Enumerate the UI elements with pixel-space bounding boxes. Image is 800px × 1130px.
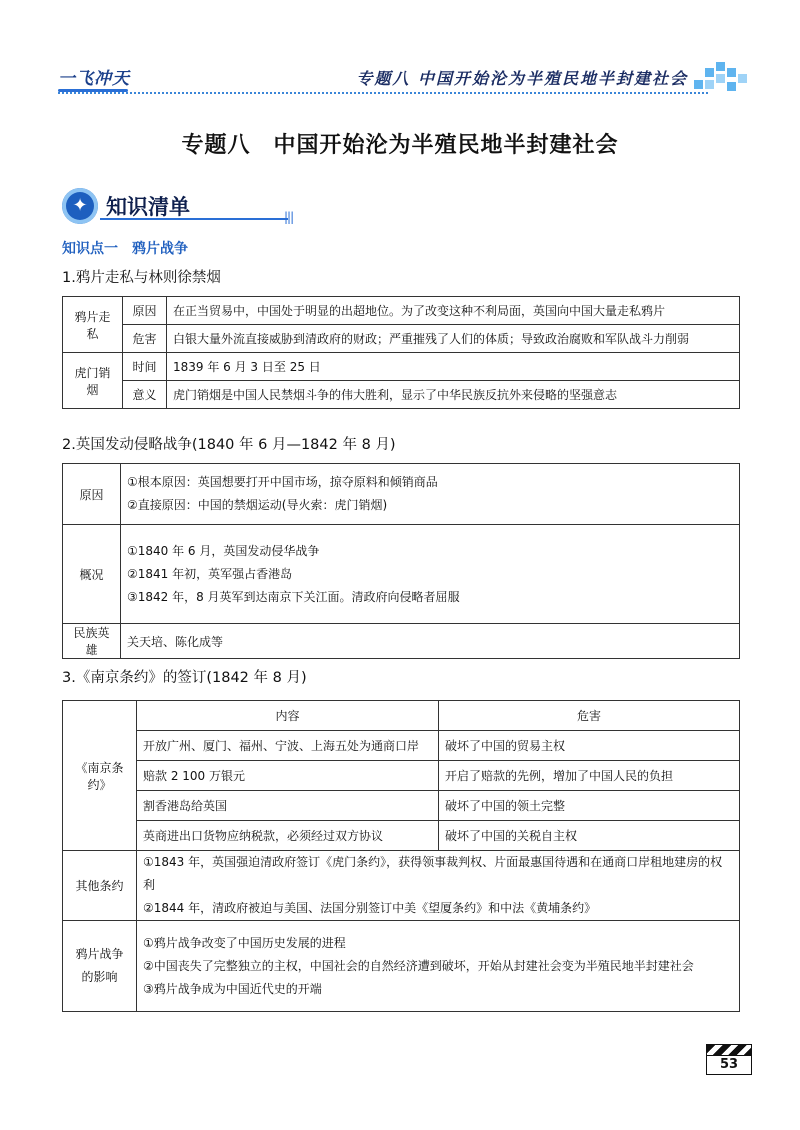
group-label: 虎门销烟 bbox=[63, 353, 123, 409]
others-label: 其他条约 bbox=[63, 851, 137, 921]
row-text: 白银大量外流直接威胁到清政府的财政；严重摧残了人们的体质；导致政治腐败和军队战斗力削弱 bbox=[167, 325, 740, 353]
table-row bbox=[63, 761, 740, 791]
page-title: 专题八 中国开始沦为半殖民地半封建社会 bbox=[181, 133, 619, 158]
clause-content: 割香港岛给英国 bbox=[137, 791, 439, 821]
part2-table bbox=[62, 463, 740, 659]
treaty-name: 《南京条约》 bbox=[63, 701, 137, 851]
clause-content: 英商进出口货物应纳税款，必须经过双方协议 bbox=[137, 821, 439, 851]
table-row bbox=[63, 791, 740, 821]
page-number: 53 bbox=[706, 1055, 752, 1075]
table-row bbox=[63, 525, 740, 624]
clause-harm: 破坏了中国的领土完整 bbox=[439, 791, 740, 821]
banner-ticks: ||| bbox=[284, 210, 294, 224]
part2-title: 2.英国发动侵略战争(1840 年 6 月—1842 年 8 月) bbox=[62, 437, 396, 453]
clause-content: 赔款 2 100 万银元 bbox=[137, 761, 439, 791]
part3-table bbox=[62, 700, 740, 1012]
impact-label-line1: 鸦片战争 bbox=[75, 947, 124, 961]
others-line: ①1843 年，英国强迫清政府签订《虎门条约》，获得领事裁判权、片面最惠国待遇和在通商口岸租地建房的权利 bbox=[143, 855, 723, 892]
row-label: 意义 bbox=[123, 381, 167, 409]
column-header-content: 内容 bbox=[137, 701, 439, 731]
table-row bbox=[63, 624, 740, 659]
clause-harm: 破坏了中国的贸易主权 bbox=[439, 731, 740, 761]
table-row bbox=[63, 381, 740, 409]
row-label: 危害 bbox=[123, 325, 167, 353]
header-divider bbox=[58, 92, 708, 94]
section-label: 知识清单 bbox=[106, 195, 190, 219]
row-line: 关天培、陈化成等 bbox=[121, 624, 740, 659]
row-label: 原因 bbox=[123, 297, 167, 325]
section-banner bbox=[62, 188, 294, 224]
table-row bbox=[63, 325, 740, 353]
impact-line: ③鸦片战争成为中国近代史的开端 bbox=[143, 981, 322, 996]
group-label: 鸦片走私 bbox=[63, 297, 123, 353]
compass-star-icon: ✦ bbox=[62, 188, 98, 224]
table-row bbox=[63, 921, 740, 1012]
row-text: 虎门销烟是中国人民禁烟斗争的伟大胜利，显示了中华民族反抗外来侵略的坚强意志 bbox=[167, 381, 740, 409]
row-line: ①1840 年 6 月，英国发动侵华战争 bbox=[127, 543, 320, 558]
clause-content: 开放广州、厦门、福州、宁波、上海五处为通商口岸 bbox=[137, 731, 439, 761]
brand-logo: 一飞冲天 bbox=[58, 69, 130, 89]
page-header bbox=[58, 62, 748, 96]
table-row bbox=[63, 297, 740, 325]
column-header-harm: 危害 bbox=[439, 701, 740, 731]
part3-title: 3.《南京条约》的签订(1842 年 8 月) bbox=[62, 670, 307, 686]
others-line: ②1844 年，清政府被迫与美国、法国分别签订中美《望厦条约》和中法《黄埔条约》 bbox=[143, 901, 597, 915]
table-row bbox=[63, 353, 740, 381]
row-line: ②直接原因：中国的禁烟运动(导火索：虎门销烟) bbox=[127, 498, 388, 512]
page-number-badge bbox=[706, 1044, 752, 1074]
row-text: 在正当贸易中，中国处于明显的出超地位。为了改变这种不利局面，英国向中国大量走私鸦片 bbox=[167, 297, 740, 325]
running-title: 专题八 中国开始沦为半殖民地半封建社会 bbox=[356, 69, 688, 88]
part1-title: 1.鸦片走私与林则徐禁烟 bbox=[62, 270, 221, 286]
clause-harm: 开启了赔款的先例，增加了中国人民的负担 bbox=[439, 761, 740, 791]
clause-harm: 破坏了中国的关税自主权 bbox=[439, 821, 740, 851]
row-text: 1839 年 6 月 3 日至 25 日 bbox=[167, 353, 740, 381]
impact-line: ①鸦片战争改变了中国历史发展的进程 bbox=[143, 935, 346, 950]
row-label: 民族英雄 bbox=[63, 624, 121, 659]
table-row bbox=[63, 701, 740, 731]
knowledge-point-title: 知识点一 鸦片战争 bbox=[62, 241, 188, 257]
table-row bbox=[63, 851, 740, 921]
row-line: ③1842 年，8 月英军到达南京下关江面。清政府向侵略者屈服 bbox=[127, 589, 460, 604]
row-label: 原因 bbox=[63, 464, 121, 525]
table-row bbox=[63, 464, 740, 525]
row-label: 概况 bbox=[63, 525, 121, 624]
decorative-squares bbox=[694, 62, 748, 96]
table-row bbox=[63, 821, 740, 851]
row-line: ①根本原因：英国想要打开中国市场，掠夺原料和倾销商品 bbox=[127, 475, 438, 489]
impact-label-line2: 的影响 bbox=[81, 970, 118, 984]
table-row bbox=[63, 731, 740, 761]
row-line: ②1841 年初，英军强占香港岛 bbox=[127, 566, 293, 581]
part1-table bbox=[62, 296, 740, 409]
impact-line: ②中国丧失了完整独立的主权，中国社会的自然经济遭到破坏，开始从封建社会变为半殖民地半封建社会 bbox=[143, 958, 694, 973]
row-label: 时间 bbox=[123, 353, 167, 381]
